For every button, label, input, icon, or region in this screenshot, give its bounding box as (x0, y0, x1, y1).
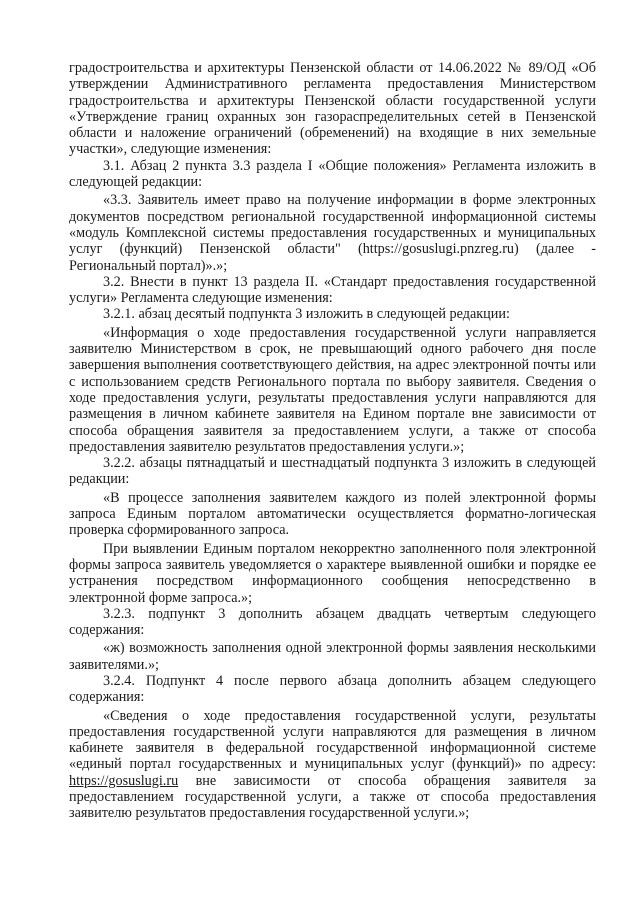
paragraph-3-2: 3.2. Внести в пункт 13 раздела II. «Стандарт предоставления государственной услуги» Регламента следующие изменения: (69, 273, 596, 307)
paragraph-intro: градостроительства и архитектуры Пензенской области от 14.06.2022 № 89/ОД «Об утверждении Административного регламента предоставления Министерством градостроительства и архитектуры Пензенской области государственной услуги «Утверждение границ охранных зон газораспределительных сетей в Пензенской области и наложение ограничений (обременений) на входящие в них земельные участки», следующие изменения: (69, 60, 596, 158)
paragraph-quote-form-check: «В процессе заполнения заявителем каждого из полей электронной формы запроса Единым порталом автоматически осуществляется форматно-логическая проверка сформированного запроса. (69, 489, 596, 539)
final-text-after-link: вне зависимости от способа обращения заявителя за предоставлением государственной услуги, а также от способа предоставления заявителю результатов предоставления государственной услуги.»; (69, 772, 596, 822)
paragraph-3-1: 3.1. Абзац 2 пункта 3.3 раздела I «Общие положения» Регламента изложить в следующей редакции: (69, 157, 596, 191)
paragraph-3-2-1: 3.2.1. абзац десятый подпункта 3 изложить в следующей редакции: (103, 306, 510, 323)
paragraph-3-2-4: 3.2.4. Подпункт 4 после первого абзаца дополнить абзацем следующего содержания: (69, 672, 596, 706)
final-text-before-link: «Сведения о ходе предоставления государственной услуги, результаты предоставления государственной услуги направляются для размещения в личном кабинете заявителя в федеральной государственной информационной системе «единый портал государственных и муниципальных услуг (функций)» по адресу: (69, 707, 596, 773)
paragraph-quote-final (69, 708, 596, 822)
paragraph-quote-errors: При выявлении Единым порталом некорректно заполненного поля электронной формы запроса заявитель уведомляется о характере выявленной ошибки и порядке ее устранения посредством информационного сообщения непосредственно в электронной форме запроса.»; (69, 540, 596, 606)
paragraph-3-2-3: 3.2.3. подпункт 3 дополнить абзацем двадцать четвертым следующего содержания: (69, 605, 596, 639)
paragraph-3-2-2: 3.2.2. абзацы пятнадцатый и шестнадцатый подпункта 3 изложить в следующей редакции: (69, 455, 596, 488)
paragraph-quote-zh: «ж) возможность заполнения одной электронной формы заявления несколькими заявителями.»; (69, 640, 596, 673)
paragraph-quote-info: «Информация о ходе предоставления государственной услуги направляется заявителю Министерством в срок, не превышающий одного рабочего дня после завершения выполнения соответствующего действия, на адрес электронной почты или с использованием средств Регионального портала по выбору заявителя. Сведения о ходе предоставления услуги, результаты предоставления услуги направляются для размещения в личном кабинете заявителя на Едином портале вне зависимости от способа обращения заявителя за предоставлением услуги, а также от способа предоставления заявителю результатов предоставления услуги.»; (69, 324, 596, 455)
gosuslugi-link[interactable]: https://gosuslugi.ru (69, 772, 179, 789)
paragraph-quote-3-3: «3.3. Заявитель имеет право на получение информации в форме электронных документов посредством региональной государственной информационной системы «модуль Комплексной системы предоставления государственных и муниципальных услуг (функций) Пензенской области" (https://gosuslugi.pnzreg.ru) (далее - Региональный портал)».»; (69, 192, 596, 274)
